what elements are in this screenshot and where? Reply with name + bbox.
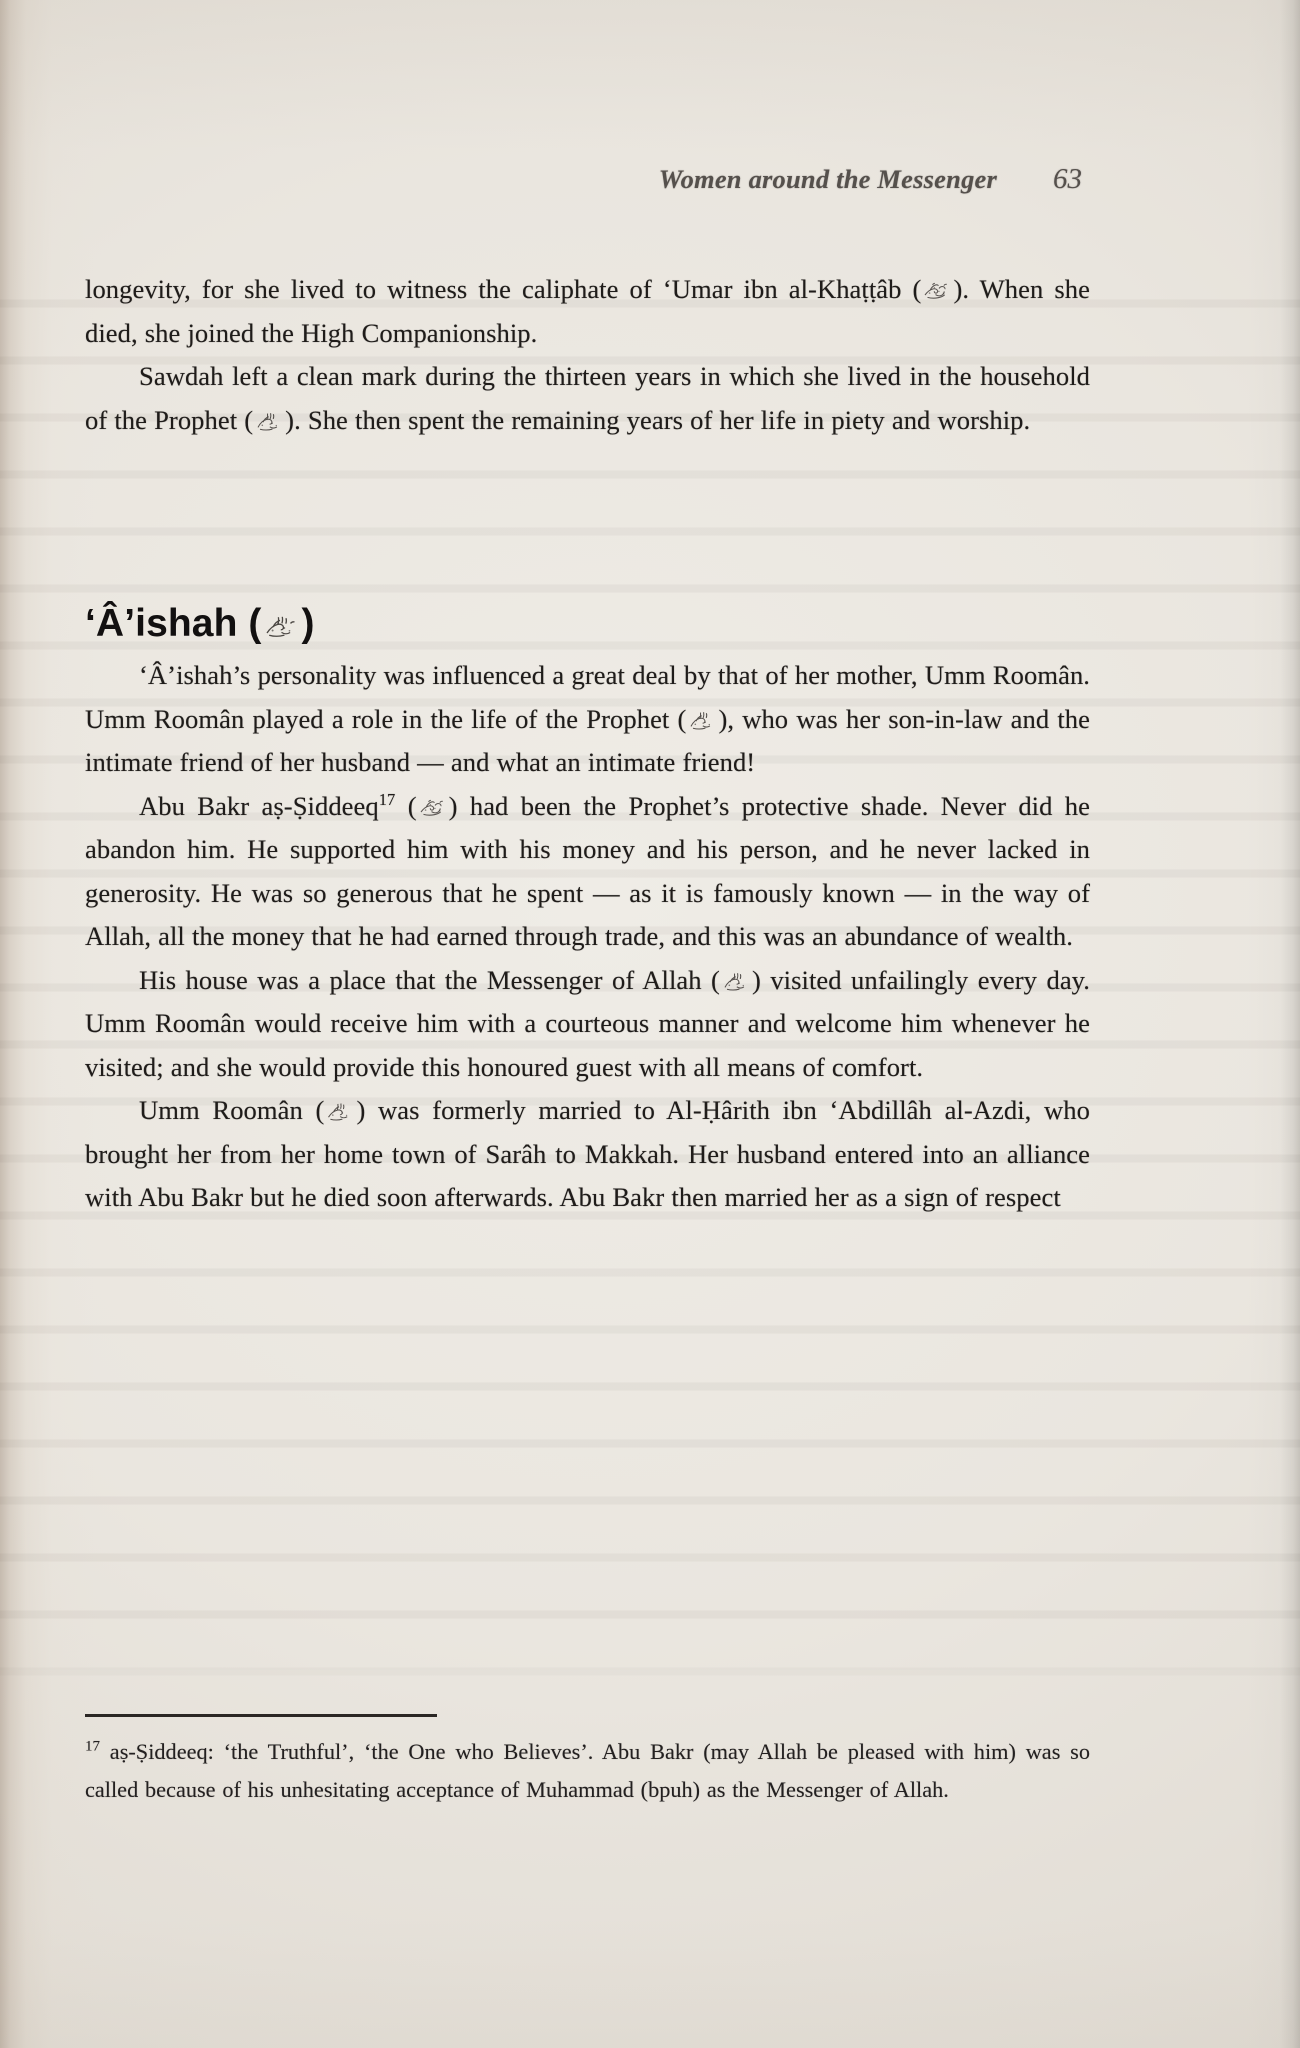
paragraph-aishah-personality [85,654,1090,785]
body-block-main [85,654,1090,1220]
text-run: ) visited unfailingly every day. Umm Roomân would receive him with a courteous manner and welcome him whenever he visited; and she would provide this honoured guest with all means of comfort. [85,964,1090,1082]
text-run: Sawdah left a clean mark during the thirteen years in which she lived in the household of the Prophet ( [85,361,1090,435]
page-content [85,0,1090,2048]
sallallahu-alayhi-wasallam-icon [687,708,717,733]
section-heading-text: ‘Â’ishah ( [85,602,262,646]
paragraph-sawdah [85,355,1090,442]
text-run: longevity, for she lived to witness the caliphate of ‘Umar ibn al-Khaṭṭâb ( [85,274,922,304]
section-heading-text-after: ) [301,602,315,646]
footnote-17 [85,1733,1090,1809]
text-run: ‘Â’ishah’s personality was influenced a great deal by that of her mother, Umm Roomân. Umm Roomân played a role in the life of the Prophet ( [85,660,1090,734]
text-run: ). She then spent the remaining years of her life in piety and worship. [285,404,1031,435]
radiyallahu-anhu-icon [418,795,448,820]
page-number: 63 [1053,163,1082,195]
footnote-number: 17 [85,1738,100,1755]
paragraph-umm-rooman [85,1089,1090,1220]
sallallahu-alayhi-wasallam-icon [721,969,751,994]
footnote-separator-rule [85,1714,437,1717]
footnote-text: aṣ-Ṣiddeeq: ‘the Truthful’, ‘the One who Believes’. Abu Bakr (may Allah be pleased with him) was so called because of his unhesitating acceptance of Muhammad (bpuh) as the Messenger of Allah. [85,1739,1090,1802]
text-run: Abu Bakr aṣ-Ṣiddeeq [139,790,379,821]
text-run: ( [395,790,417,821]
radiyallahu-anhu-icon [922,278,952,303]
text-run: ). When she died, she joined the High Companionship. [85,274,1090,348]
paragraph-longevity [85,268,1090,355]
sallallahu-alayhi-wasallam-icon [254,409,284,434]
paragraph-abu-bakr [85,785,1090,959]
section-heading-aishah [85,602,1090,646]
paragraph-his-house [85,959,1090,1090]
text-run: Umm Roomân ( [139,1095,325,1125]
body-block-top [85,268,1090,442]
text-run: ) had been the Prophet’s protective shade. Never did he abandon him. He supported him with his money and his person, and he never lacked in generosity. He was so generous that he spent — as it is famously known — in the way of Allah, all the money that he had earned through trade, and this was an abundance of wealth. [85,790,1091,951]
text-run: ), who was her son-in-law and the intimate friend of her husband — and what an intimate friend! [85,703,1090,777]
footnote-marker-17[interactable]: 17 [378,789,396,809]
radiyallahu-anha-icon [325,1099,355,1124]
text-run: ) was formerly married to Al-Ḥârith ibn ‘Abdillâh al-Azdi, who brought her from her home town of Sarâh to Makkah. Her husband entered into an alliance with Abu Bakr but he died soon afterwards. Abu Bakr then married her as a sign of respect [85,1095,1090,1212]
running-header [85,163,1090,207]
footnote-block [85,1733,1090,1809]
radiyallahu-anha-icon [263,611,301,643]
running-header-title: Women around the Messenger [658,164,997,194]
text-run: His house was a place that the Messenger of Allah ( [139,964,720,995]
